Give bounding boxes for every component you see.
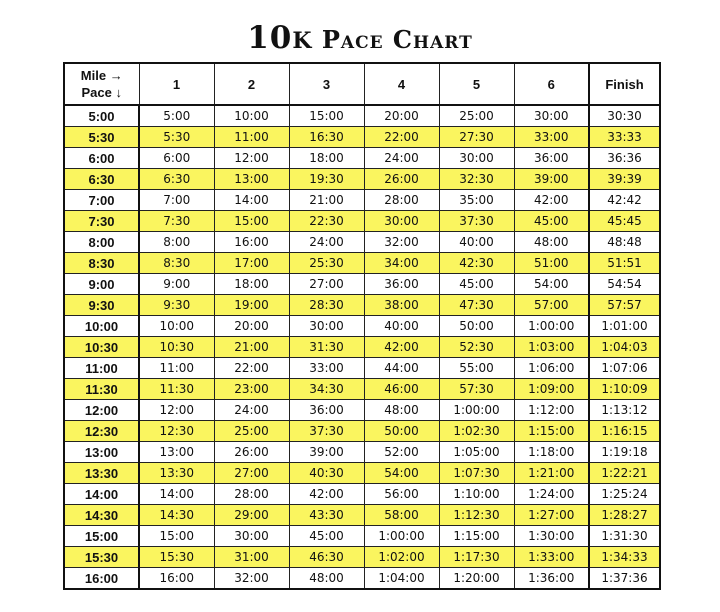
- split-cell: 1:27:00: [514, 505, 589, 526]
- split-cell: 22:00: [214, 358, 289, 379]
- split-cell: 36:00: [364, 274, 439, 295]
- split-cell: 45:00: [514, 211, 589, 232]
- split-cell: 48:00: [514, 232, 589, 253]
- split-cell: 15:00: [139, 526, 214, 547]
- split-cell: 25:30: [289, 253, 364, 274]
- table-row: [64, 379, 660, 400]
- split-cell: 32:00: [364, 232, 439, 253]
- split-cell: 1:02:00: [364, 547, 439, 568]
- pace-cell: 8:30: [64, 253, 139, 274]
- table-row: [64, 358, 660, 379]
- split-cell: 48:00: [289, 568, 364, 590]
- table-row: [64, 337, 660, 358]
- split-cell: 20:00: [214, 316, 289, 337]
- split-cell: 15:00: [289, 105, 364, 127]
- split-cell: 9:00: [139, 274, 214, 295]
- split-cell: 43:30: [289, 505, 364, 526]
- finish-cell: 48:48: [589, 232, 660, 253]
- split-cell: 13:00: [214, 169, 289, 190]
- split-cell: 14:00: [214, 190, 289, 211]
- mile-header-4: 4: [364, 63, 439, 105]
- split-cell: 11:00: [139, 358, 214, 379]
- split-cell: 25:00: [439, 105, 514, 127]
- split-cell: 39:00: [514, 169, 589, 190]
- pace-cell: 5:00: [64, 105, 139, 127]
- split-cell: 12:00: [139, 400, 214, 421]
- split-cell: 26:00: [214, 442, 289, 463]
- split-cell: 42:00: [514, 190, 589, 211]
- split-cell: 25:00: [214, 421, 289, 442]
- split-cell: 27:00: [289, 274, 364, 295]
- finish-cell: 1:10:09: [589, 379, 660, 400]
- finish-cell: 1:13:12: [589, 400, 660, 421]
- finish-cell: 42:42: [589, 190, 660, 211]
- split-cell: 54:00: [514, 274, 589, 295]
- finish-cell: 1:01:00: [589, 316, 660, 337]
- finish-cell: 39:39: [589, 169, 660, 190]
- split-cell: 7:30: [139, 211, 214, 232]
- split-cell: 50:00: [364, 421, 439, 442]
- split-cell: 18:00: [214, 274, 289, 295]
- table-row: [64, 127, 660, 148]
- pace-cell: 9:00: [64, 274, 139, 295]
- split-cell: 31:00: [214, 547, 289, 568]
- mile-header-5: 5: [439, 63, 514, 105]
- split-cell: 14:30: [139, 505, 214, 526]
- finish-cell: 1:19:18: [589, 442, 660, 463]
- split-cell: 1:06:00: [514, 358, 589, 379]
- split-cell: 16:30: [289, 127, 364, 148]
- mile-header-6: 6: [514, 63, 589, 105]
- split-cell: 50:00: [439, 316, 514, 337]
- split-cell: 22:00: [364, 127, 439, 148]
- split-cell: 1:18:00: [514, 442, 589, 463]
- split-cell: 40:00: [439, 232, 514, 253]
- split-cell: 52:00: [364, 442, 439, 463]
- split-cell: 1:02:30: [439, 421, 514, 442]
- pace-table: [63, 62, 661, 590]
- corner-pace-label: Pace ↓: [81, 85, 122, 100]
- table-row: [64, 211, 660, 232]
- split-cell: 1:10:00: [439, 484, 514, 505]
- split-cell: 48:00: [364, 400, 439, 421]
- split-cell: 19:00: [214, 295, 289, 316]
- split-cell: 12:00: [214, 148, 289, 169]
- finish-cell: 1:34:33: [589, 547, 660, 568]
- split-cell: 55:00: [439, 358, 514, 379]
- split-cell: 1:20:00: [439, 568, 514, 590]
- pace-cell: 7:00: [64, 190, 139, 211]
- split-cell: 1:24:00: [514, 484, 589, 505]
- split-cell: 11:30: [139, 379, 214, 400]
- split-cell: 1:00:00: [514, 316, 589, 337]
- finish-cell: 36:36: [589, 148, 660, 169]
- split-cell: 1:12:00: [514, 400, 589, 421]
- split-cell: 27:00: [214, 463, 289, 484]
- split-cell: 1:30:00: [514, 526, 589, 547]
- split-cell: 1:07:30: [439, 463, 514, 484]
- split-cell: 1:33:00: [514, 547, 589, 568]
- split-cell: 16:00: [139, 568, 214, 590]
- split-cell: 30:00: [514, 105, 589, 127]
- pace-cell: 9:30: [64, 295, 139, 316]
- split-cell: 1:36:00: [514, 568, 589, 590]
- finish-cell: 1:04:03: [589, 337, 660, 358]
- split-cell: 19:30: [289, 169, 364, 190]
- split-cell: 42:00: [289, 484, 364, 505]
- table-row: [64, 169, 660, 190]
- split-cell: 36:00: [289, 400, 364, 421]
- split-cell: 21:00: [289, 190, 364, 211]
- table-row: [64, 421, 660, 442]
- split-cell: 32:30: [439, 169, 514, 190]
- split-cell: 24:00: [364, 148, 439, 169]
- split-cell: 57:30: [439, 379, 514, 400]
- split-cell: 9:30: [139, 295, 214, 316]
- split-cell: 47:30: [439, 295, 514, 316]
- split-cell: 40:00: [364, 316, 439, 337]
- split-cell: 20:00: [364, 105, 439, 127]
- split-cell: 37:30: [439, 211, 514, 232]
- pace-cell: 6:00: [64, 148, 139, 169]
- split-cell: 30:00: [289, 316, 364, 337]
- split-cell: 45:00: [289, 526, 364, 547]
- table-row: [64, 463, 660, 484]
- split-cell: 7:00: [139, 190, 214, 211]
- title-second: Pace Chart: [321, 25, 473, 54]
- finish-cell: 1:25:24: [589, 484, 660, 505]
- pace-cell: 10:00: [64, 316, 139, 337]
- mile-header-3: 3: [289, 63, 364, 105]
- table-row: [64, 148, 660, 169]
- pace-cell: 11:30: [64, 379, 139, 400]
- finish-cell: 1:28:27: [589, 505, 660, 526]
- split-cell: 11:00: [214, 127, 289, 148]
- pace-cell: 7:30: [64, 211, 139, 232]
- split-cell: 5:00: [139, 105, 214, 127]
- split-cell: 1:15:00: [514, 421, 589, 442]
- pace-cell: 5:30: [64, 127, 139, 148]
- split-cell: 28:00: [364, 190, 439, 211]
- mile-header-2: 2: [214, 63, 289, 105]
- split-cell: 10:30: [139, 337, 214, 358]
- split-cell: 12:30: [139, 421, 214, 442]
- finish-cell: 57:57: [589, 295, 660, 316]
- corner-mile-label: Mile →: [80, 68, 123, 83]
- split-cell: 8:00: [139, 232, 214, 253]
- table-row: [64, 316, 660, 337]
- split-cell: 31:30: [289, 337, 364, 358]
- table-row: [64, 105, 660, 127]
- mile-header-1: 1: [139, 63, 214, 105]
- split-cell: 51:00: [514, 253, 589, 274]
- table-row: [64, 232, 660, 253]
- pace-cell: 11:00: [64, 358, 139, 379]
- split-cell: 1:17:30: [439, 547, 514, 568]
- chart-title: [0, 20, 720, 60]
- table-row: [64, 505, 660, 526]
- split-cell: 6:30: [139, 169, 214, 190]
- pace-cell: 10:30: [64, 337, 139, 358]
- split-cell: 52:30: [439, 337, 514, 358]
- finish-header: Finish: [589, 63, 660, 105]
- split-cell: 1:00:00: [364, 526, 439, 547]
- split-cell: 16:00: [214, 232, 289, 253]
- split-cell: 36:00: [514, 148, 589, 169]
- split-cell: 29:00: [214, 505, 289, 526]
- pace-table-body: [64, 105, 660, 589]
- split-cell: 1:15:00: [439, 526, 514, 547]
- pace-cell: 14:00: [64, 484, 139, 505]
- finish-cell: 51:51: [589, 253, 660, 274]
- pace-cell: 8:00: [64, 232, 139, 253]
- split-cell: 34:00: [364, 253, 439, 274]
- pace-cell: 12:30: [64, 421, 139, 442]
- split-cell: 27:30: [439, 127, 514, 148]
- split-cell: 5:30: [139, 127, 214, 148]
- split-cell: 10:00: [214, 105, 289, 127]
- pace-cell: 16:00: [64, 568, 139, 590]
- split-cell: 1:03:00: [514, 337, 589, 358]
- finish-cell: 45:45: [589, 211, 660, 232]
- split-cell: 1:09:00: [514, 379, 589, 400]
- split-cell: 44:00: [364, 358, 439, 379]
- finish-cell: 1:37:36: [589, 568, 660, 590]
- table-row: [64, 295, 660, 316]
- title-first: 10k: [247, 20, 313, 56]
- split-cell: 30:00: [439, 148, 514, 169]
- split-cell: 21:00: [214, 337, 289, 358]
- split-cell: 24:00: [214, 400, 289, 421]
- table-row: [64, 547, 660, 568]
- table-row: [64, 568, 660, 590]
- split-cell: 10:00: [139, 316, 214, 337]
- pace-cell: 15:00: [64, 526, 139, 547]
- table-row: [64, 274, 660, 295]
- split-cell: 28:30: [289, 295, 364, 316]
- split-cell: 28:00: [214, 484, 289, 505]
- split-cell: 42:30: [439, 253, 514, 274]
- split-cell: 40:30: [289, 463, 364, 484]
- split-cell: 13:00: [139, 442, 214, 463]
- split-cell: 6:00: [139, 148, 214, 169]
- split-cell: 15:00: [214, 211, 289, 232]
- pace-cell: 13:00: [64, 442, 139, 463]
- table-row: [64, 400, 660, 421]
- split-cell: 1:21:00: [514, 463, 589, 484]
- split-cell: 42:00: [364, 337, 439, 358]
- finish-cell: 54:54: [589, 274, 660, 295]
- split-cell: 1:04:00: [364, 568, 439, 590]
- split-cell: 30:00: [214, 526, 289, 547]
- finish-cell: 1:22:21: [589, 463, 660, 484]
- split-cell: 26:00: [364, 169, 439, 190]
- split-cell: 46:30: [289, 547, 364, 568]
- split-cell: 38:00: [364, 295, 439, 316]
- pace-cell: 15:30: [64, 547, 139, 568]
- finish-cell: 33:33: [589, 127, 660, 148]
- split-cell: 39:00: [289, 442, 364, 463]
- split-cell: 13:30: [139, 463, 214, 484]
- corner-header: [64, 63, 139, 105]
- split-cell: 1:05:00: [439, 442, 514, 463]
- split-cell: 35:00: [439, 190, 514, 211]
- split-cell: 30:00: [364, 211, 439, 232]
- table-row: [64, 253, 660, 274]
- split-cell: 1:00:00: [439, 400, 514, 421]
- table-row: [64, 526, 660, 547]
- split-cell: 24:00: [289, 232, 364, 253]
- split-cell: 45:00: [439, 274, 514, 295]
- split-cell: 17:00: [214, 253, 289, 274]
- pace-cell: 6:30: [64, 169, 139, 190]
- split-cell: 22:30: [289, 211, 364, 232]
- pace-cell: 14:30: [64, 505, 139, 526]
- pace-cell: 13:30: [64, 463, 139, 484]
- split-cell: 8:30: [139, 253, 214, 274]
- table-row: [64, 442, 660, 463]
- split-cell: 23:00: [214, 379, 289, 400]
- split-cell: 33:00: [514, 127, 589, 148]
- finish-cell: 30:30: [589, 105, 660, 127]
- header-row: [64, 63, 660, 105]
- split-cell: 46:00: [364, 379, 439, 400]
- split-cell: 34:30: [289, 379, 364, 400]
- pace-cell: 12:00: [64, 400, 139, 421]
- split-cell: 33:00: [289, 358, 364, 379]
- table-row: [64, 190, 660, 211]
- split-cell: 32:00: [214, 568, 289, 590]
- finish-cell: 1:07:06: [589, 358, 660, 379]
- split-cell: 57:00: [514, 295, 589, 316]
- split-cell: 37:30: [289, 421, 364, 442]
- split-cell: 15:30: [139, 547, 214, 568]
- finish-cell: 1:16:15: [589, 421, 660, 442]
- split-cell: 54:00: [364, 463, 439, 484]
- table-row: [64, 484, 660, 505]
- finish-cell: 1:31:30: [589, 526, 660, 547]
- split-cell: 1:12:30: [439, 505, 514, 526]
- split-cell: 58:00: [364, 505, 439, 526]
- split-cell: 56:00: [364, 484, 439, 505]
- split-cell: 14:00: [139, 484, 214, 505]
- split-cell: 18:00: [289, 148, 364, 169]
